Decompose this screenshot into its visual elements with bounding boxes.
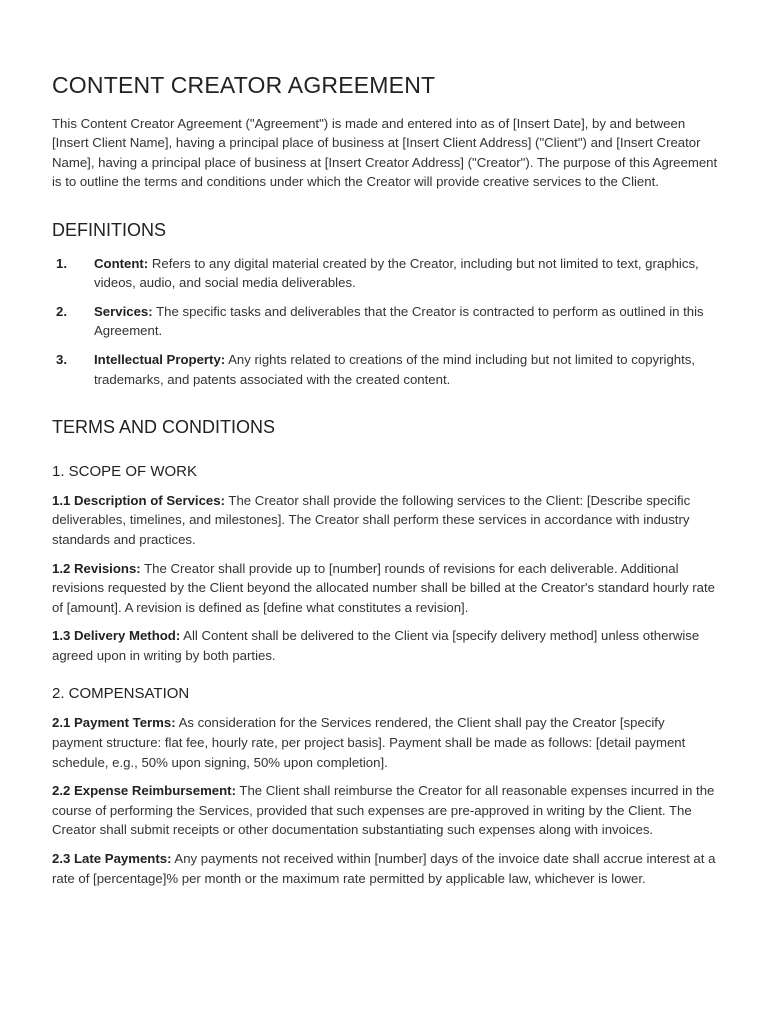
terms-heading: TERMS AND CONDITIONS: [52, 417, 276, 438]
definition-text: Any rights related to creations of the mind including but not limited to copyrights, trademarks, and patents associated with the created content.: [94, 351, 696, 387]
clause-text: The Creator shall provide up to [number] rounds of revisions for each deliverable. Additional revisions requested by the Client beyond the allocated number shall be billed at the Creator's standard hourly rate of [amount]. A revision is defined as [define what constitutes a revision].: [52, 560, 716, 615]
clause-1-3: [52, 626, 718, 665]
definition-term: Intellectual Property:: [94, 351, 226, 367]
clause-text: All Content shall be delivered to the Client via [specify delivery method] unless otherwise agreed upon in writing by both parties.: [52, 628, 700, 663]
list-number: 1.: [56, 255, 67, 271]
clause-text: The Client shall reimburse the Creator for all reasonable expenses incurred in the course of performing the Services, provided that such expenses are pre-approved in writing by the Client. The Creator shall submit receipts or other documentation substantiating such expenses along with invoices.: [52, 783, 715, 838]
clause-text: Any payments not received within [number] days of the invoice date shall accrue interest at a rate of [percentage]% per month or the maximum rate permitted by applicable law, whichever is lower.: [52, 851, 716, 886]
clause-1-2: [52, 559, 718, 618]
definitions-heading: DEFINITIONS: [52, 219, 167, 240]
clause-term: 1.1 Description of Services:: [52, 492, 225, 508]
clause-2-2: [52, 781, 718, 840]
list-item: [52, 302, 718, 341]
list-item: [52, 254, 718, 293]
list-item: [52, 350, 718, 389]
clause-term: 2.3 Late Payments:: [52, 851, 172, 867]
clause-term: 2.1 Payment Terms:: [52, 715, 176, 731]
scope-heading: 1. SCOPE OF WORK: [52, 462, 198, 480]
definition-text: The specific tasks and deliverables that the Creator is contracted to perform as outlined in this Agreement.: [94, 303, 704, 339]
definitions-list: [52, 254, 718, 390]
document-title: CONTENT CREATOR AGREEMENT: [52, 72, 436, 98]
clause-2-1: [52, 713, 718, 772]
clause-term: 2.2 Expense Reimbursement:: [52, 783, 236, 799]
compensation-heading: 2. COMPENSATION: [52, 685, 190, 703]
definition-term: Services:: [94, 303, 153, 319]
definition-text: Refers to any digital material created by the Creator, including but not limited to text, graphics, videos, audio, and social media deliverables.: [94, 255, 699, 291]
clause-term: 1.2 Revisions:: [52, 560, 141, 576]
definition-term: Content:: [94, 255, 149, 271]
clause-1-1: [52, 491, 718, 550]
clause-2-3: [52, 849, 718, 888]
clause-text: As consideration for the Services rendered, the Client shall pay the Creator [specify payment structure: flat fee, hourly rate, per project basis]. Payment shall be made as follows: [detail payment schedule, e.g., 50% upon signing, 50% upon completion].: [52, 715, 686, 770]
list-number: 2.: [56, 303, 67, 319]
clause-term: 1.3 Delivery Method:: [52, 628, 181, 644]
list-number: 3.: [56, 351, 67, 367]
intro-paragraph: This Content Creator Agreement ("Agreement") is made and entered into as of [Insert Date], by and between [Insert Client Name], having a principal place of business at [Insert Client Address] ("Client") and [Insert Creator Name], having a principal place of business at [Insert Creator Address] ("Creator"). The purpose of this Agreement is to outline the terms and conditions under which the Creator will provide creative services to the Client.: [52, 115, 718, 190]
clause-text: The Creator shall provide the following services to the Client: [Describe specific deliverables, timelines, and milestones]. The Creator shall perform these services in accordance with industry standards and practices.: [52, 492, 691, 547]
